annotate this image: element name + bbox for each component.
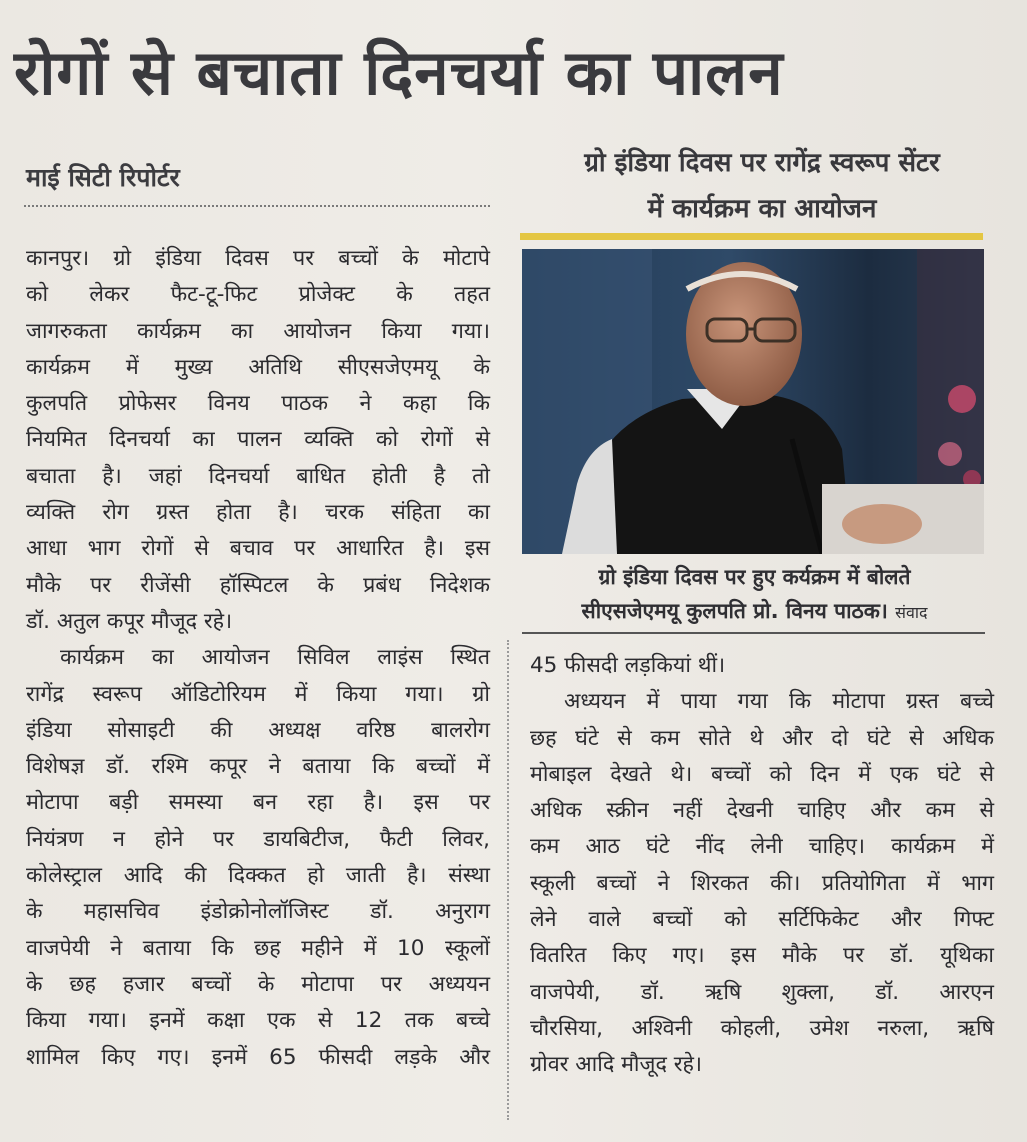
article-line: कानपुर। ग्रो इंडिया दिवस पर बच्चों के मोटापे	[26, 246, 490, 271]
article-line: मोटापा बड़ी समस्या बन रहा है। इस पर	[26, 790, 490, 816]
article-line: वाजपेयी, डॉ. ऋषि शुक्ला, डॉ. आरएन	[530, 979, 994, 1005]
article-line: व्यक्ति रोग ग्रस्त होता है। चरक संहिता का	[26, 500, 490, 526]
article-line: वाजपेयी ने बताया कि छह महीने में 10 स्कूलों	[26, 935, 490, 961]
article-line: इंडिया सोसाइटी की अध्यक्ष वरिष्ठ बालरोग	[26, 717, 490, 743]
speaker-photo	[522, 249, 984, 554]
article-line: डॉ. अतुल कपूर मौजूद रहे।	[26, 608, 233, 634]
caption-line-1: ग्रो इंडिया दिवस पर हुए कर्यक्रम में बोलते	[598, 565, 911, 589]
headline: रोगों से बचाता दिनचर्या का पालन	[14, 36, 784, 109]
article-line: कोलेस्ट्राल आदि की दिक्कत हो जाती है। संस्था	[26, 863, 490, 889]
column-divider	[507, 640, 509, 1120]
caption-line-2	[522, 594, 987, 630]
article-line: कार्यक्रम में मुख्य अतिथि सीएसजेएमयू के	[26, 354, 490, 380]
caption-rule	[522, 632, 985, 634]
article-line: के छह हजार बच्चों के मोटापा पर अध्ययन	[26, 971, 490, 997]
article-line: मोबाइल देखते थे। बच्चों को दिन में एक घंटे से	[530, 761, 994, 787]
article-line: नियमित दिनचर्या का पालन व्यक्ति को रोगों से	[26, 427, 490, 453]
article-line: स्कूली बच्चों ने शिरकत की। प्रतियोगिता में भाग	[530, 870, 994, 896]
article-line: को लेकर फैट-टू-फिट प्रोजेक्ट के तहत	[26, 282, 490, 308]
article-line: मौके पर रीजेंसी हॉस्पिटल के प्रबंध निदेशक	[26, 572, 490, 598]
subheadline	[517, 140, 1007, 232]
article-line: 45 फीसदी लड़कियां थीं।	[530, 653, 726, 678]
article-line: छह घंटे से कम सोते थे और दो घंटे से अधिक	[530, 725, 994, 751]
article-line: बचाता है। जहां दिनचर्या बाधित होती है तो	[26, 463, 490, 489]
article-line: रागेंद्र स्वरूप ऑडिटोरियम में किया गया। ग्रो	[26, 681, 490, 707]
caption-source: संवाद	[895, 603, 928, 622]
article-line: अधिक स्क्रीन नहीं देखनी चाहिए और कम से	[530, 798, 994, 824]
article-line: किया गया। इनमें कक्षा एक से 12 तक बच्चे	[26, 1008, 490, 1034]
accent-bar	[520, 233, 983, 240]
article-line: नियंत्रण न होने पर डायबिटीज, फैटी लिवर,	[26, 826, 490, 852]
article-line: चौरसिया, अश्विनी कोहली, उमेश नरुला, ऋषि	[530, 1015, 994, 1041]
article-line: कार्यक्रम का आयोजन सिविल लाइंस स्थित	[60, 645, 490, 671]
article-line: जागरुकता कार्यक्रम का आयोजन किया गया।	[26, 318, 490, 344]
article-line: के महासचिव इंडोक्रोनोलॉजिस्ट डॉ. अनुराग	[26, 899, 490, 925]
speaker-photo-icon	[522, 249, 984, 554]
article-line: विशेषज्ञ डॉ. रश्मि कपूर ने बताया कि बच्चों में	[26, 754, 490, 780]
article-line: ग्रोवर आदि मौजूद रहे।	[530, 1052, 703, 1078]
article-line: लेने वाले बच्चों को सर्टिफिकेट और गिफ्ट	[530, 907, 994, 933]
article-column-1	[26, 241, 490, 1076]
byline: माई सिटी रिपोर्टर	[26, 163, 180, 192]
article-column-2	[530, 648, 994, 1084]
subheadline-line-2: में कार्यक्रम का आयोजन	[647, 194, 877, 224]
subheadline-line-1: ग्रो इंडिया दिवस पर रागेंद्र स्वरूप सेंटर	[584, 148, 940, 178]
byline-divider	[24, 205, 490, 207]
article-line: कम आठ घंटे नींद लेनी चाहिए। कार्यक्रम में	[530, 834, 994, 860]
caption-text: सीएसजेएमयू कुलपति प्रो. विनय पाठक।	[581, 599, 888, 623]
photo-caption	[522, 560, 987, 630]
article-line: कुलपति प्रोफेसर विनय पाठक ने कहा कि	[26, 391, 490, 417]
article-line: शामिल किए गए। इनमें 65 फीसदी लड़के और	[26, 1044, 490, 1070]
article-line: अध्ययन में पाया गया कि मोटापा ग्रस्त बच्चे	[564, 689, 994, 715]
article-line: आधा भाग रोगों से बचाव पर आधारित है। इस	[26, 536, 490, 562]
article-line: वितरित किए गए। इस मौके पर डॉ. यूथिका	[530, 943, 994, 969]
